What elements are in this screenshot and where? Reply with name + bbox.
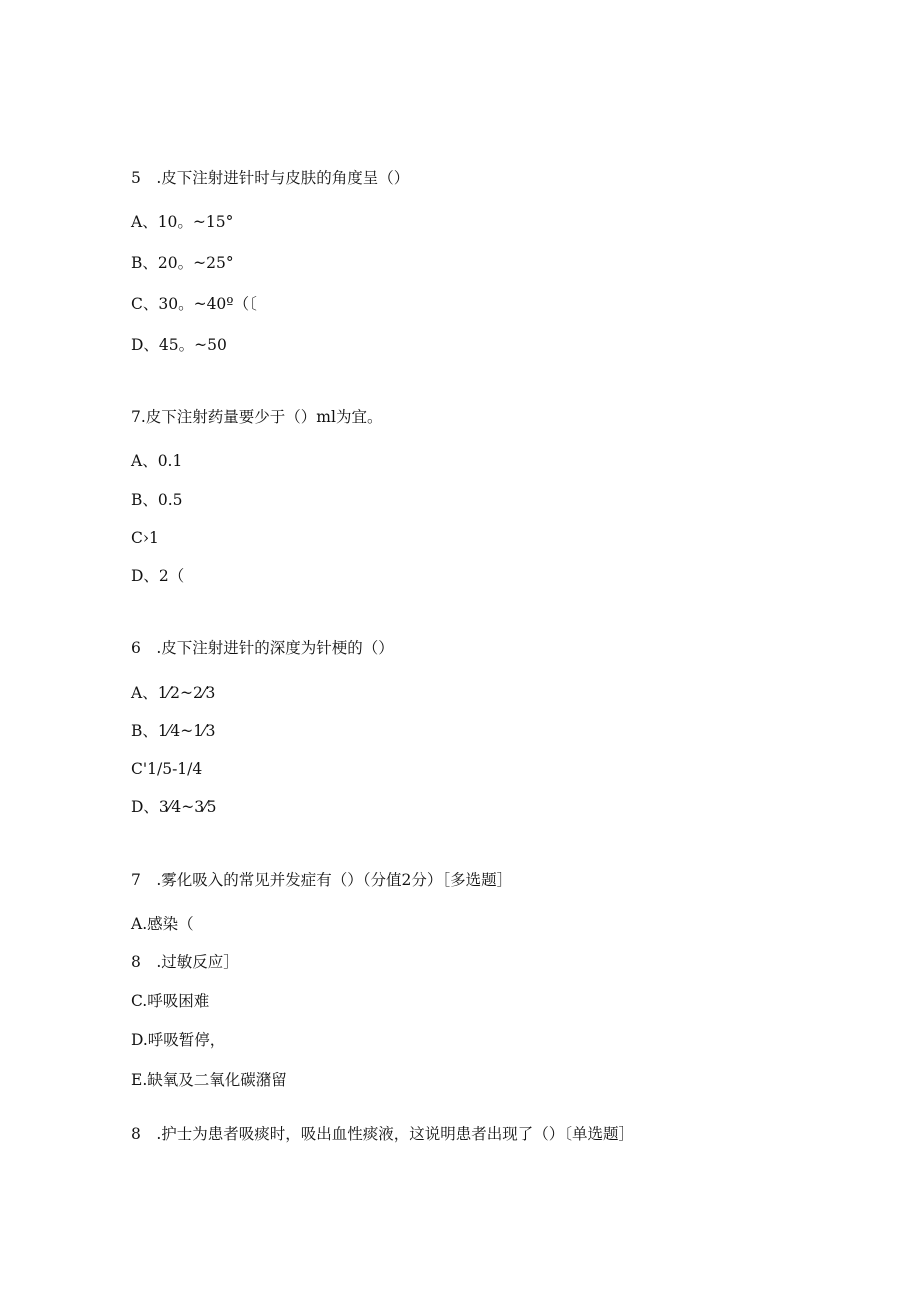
question-7b-stem: 7 .雾化吸入的常见并发症有（）（分值2分）［多选题］: [131, 871, 513, 889]
question-6-option-c: C'1/5-1/4: [131, 760, 203, 778]
question-7a-option-a: A、0.1: [131, 452, 183, 470]
question-7a-option-b: B、0.5: [131, 491, 183, 509]
question-7b-option-b: 8 .过敏反应］: [131, 953, 239, 971]
question-6-option-a: A、1⁄2~2⁄3: [131, 684, 216, 702]
question-6-option-b: B、1⁄4~1⁄3: [131, 722, 216, 740]
question-7b-option-a: A.感染（: [131, 915, 194, 933]
question-5-option-a: A、10。~15°: [131, 213, 234, 231]
question-7b-option-d: D.呼吸暂停，: [131, 1031, 226, 1049]
question-7a-stem: 7.皮下注射药量要少于（）ml为宜。: [131, 408, 383, 426]
question-7b-option-c: C.呼吸困难: [131, 992, 210, 1010]
question-7a-option-d: D、2（: [131, 567, 185, 585]
question-6-stem: 6 .皮下注射进针的深度为针梗的（）: [131, 639, 394, 657]
question-7b-option-e: E.缺氧及二氧化碳潴留: [131, 1071, 287, 1089]
question-5-option-c: C、30。~40º（〔: [131, 295, 257, 313]
question-5-stem: 5 .皮下注射进针时与皮肤的角度呈（）: [131, 169, 410, 187]
question-5-option-d: D、45。~50: [131, 336, 227, 354]
question-5-option-b: B、20。~25°: [131, 254, 234, 272]
question-6-option-d: D、3⁄4~3⁄5: [131, 798, 217, 816]
question-8-stem: 8 .护士为患者吸痰时，吸出血性痰液，这说明患者出现了（）〔单选题］: [131, 1125, 635, 1143]
question-7a-option-c: C›1: [131, 529, 159, 547]
